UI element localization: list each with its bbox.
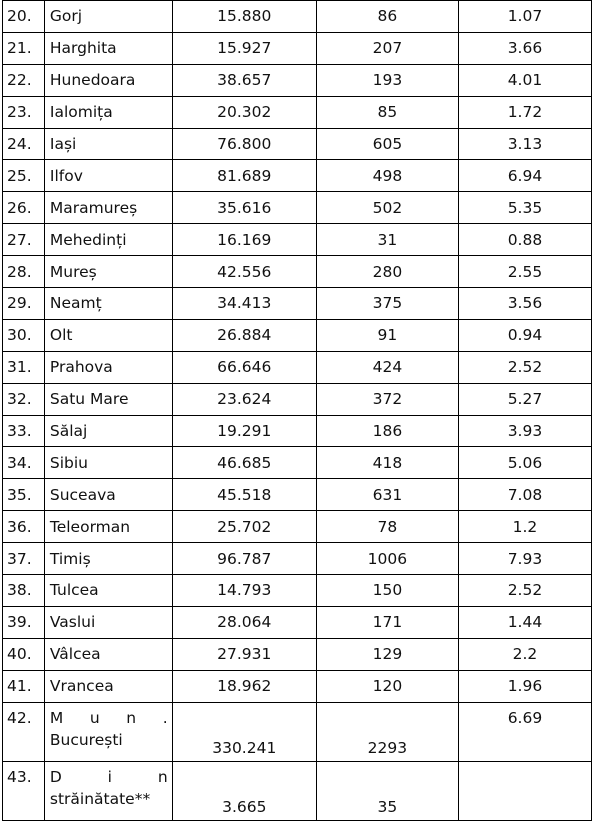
- value-column-2: 372: [316, 383, 458, 415]
- county-name: Sălaj: [44, 415, 172, 447]
- value-column-2: 631: [316, 479, 458, 511]
- table-row: [3, 511, 592, 543]
- row-number: 38.: [3, 575, 45, 607]
- value-column-3: 1.44: [458, 606, 591, 638]
- county-name: Tulcea: [44, 575, 172, 607]
- value-column-1: 23.624: [172, 383, 316, 415]
- table-row: [3, 1, 592, 33]
- value-column-2: 1006: [316, 543, 458, 575]
- value-column-1: 46.685: [172, 447, 316, 479]
- row-number: 36.: [3, 511, 45, 543]
- table-row-bucuresti: [3, 702, 592, 761]
- value-column-3: 3.13: [458, 128, 591, 160]
- row-number: 23.: [3, 96, 45, 128]
- value-column-3: 5.27: [458, 383, 591, 415]
- value-column-1: 20.302: [172, 96, 316, 128]
- table-row: [3, 288, 592, 320]
- county-name: [44, 702, 172, 761]
- row-number: 34.: [3, 447, 45, 479]
- value-column-3: 0.88: [458, 224, 591, 256]
- value-column-1: 34.413: [172, 288, 316, 320]
- table-row-abroad: [3, 761, 592, 820]
- value-column-3: 2.2: [458, 638, 591, 670]
- table-row: [3, 224, 592, 256]
- value-column-3: [458, 761, 591, 820]
- value-column-1: 45.518: [172, 479, 316, 511]
- value-column-1: 25.702: [172, 511, 316, 543]
- county-name: Mehedinți: [44, 224, 172, 256]
- table-row: [3, 479, 592, 511]
- county-name: Ialomița: [44, 96, 172, 128]
- county-name: Harghita: [44, 32, 172, 64]
- county-name: Neamț: [44, 288, 172, 320]
- value-column-1: 26.884: [172, 319, 316, 351]
- name-line-1: M u n .: [49, 708, 168, 727]
- value-column-2: 78: [316, 511, 458, 543]
- value-column-2: 502: [316, 192, 458, 224]
- value-column-3: 0.94: [458, 319, 591, 351]
- row-number: 24.: [3, 128, 45, 160]
- value-column-2: 498: [316, 160, 458, 192]
- value-column-1: 81.689: [172, 160, 316, 192]
- row-number: 25.: [3, 160, 45, 192]
- table-row: [3, 543, 592, 575]
- name-line-1: D i n: [49, 767, 168, 786]
- row-number: 42.: [3, 702, 45, 761]
- value-column-2: 2293: [316, 702, 458, 761]
- value-column-1: 35.616: [172, 192, 316, 224]
- value-column-1: 18.962: [172, 670, 316, 702]
- table-row: [3, 670, 592, 702]
- county-name: [44, 761, 172, 820]
- value-column-2: 418: [316, 447, 458, 479]
- value-column-1: 16.169: [172, 224, 316, 256]
- value-column-2: 86: [316, 1, 458, 33]
- value-column-1: 66.646: [172, 351, 316, 383]
- value-column-2: 150: [316, 575, 458, 607]
- row-number: 32.: [3, 383, 45, 415]
- table-row: [3, 256, 592, 288]
- value-column-3: 1.2: [458, 511, 591, 543]
- row-number: 39.: [3, 606, 45, 638]
- row-number: 28.: [3, 256, 45, 288]
- value-column-3: 5.06: [458, 447, 591, 479]
- row-number: 29.: [3, 288, 45, 320]
- row-number: 21.: [3, 32, 45, 64]
- county-name: Ilfov: [44, 160, 172, 192]
- row-number: 33.: [3, 415, 45, 447]
- row-number: 31.: [3, 351, 45, 383]
- value-column-3: 2.52: [458, 575, 591, 607]
- table-row: [3, 32, 592, 64]
- value-column-1: 3.665: [172, 761, 316, 820]
- value-column-3: 3.56: [458, 288, 591, 320]
- value-column-2: 35: [316, 761, 458, 820]
- table-row: [3, 64, 592, 96]
- county-name: Hunedoara: [44, 64, 172, 96]
- value-column-1: 15.880: [172, 1, 316, 33]
- county-name: Vaslui: [44, 606, 172, 638]
- county-name: Gorj: [44, 1, 172, 33]
- row-number: 20.: [3, 1, 45, 33]
- county-name: Satu Mare: [44, 383, 172, 415]
- value-column-2: 280: [316, 256, 458, 288]
- value-column-1: 14.793: [172, 575, 316, 607]
- value-column-3: 1.96: [458, 670, 591, 702]
- county-name: Teleorman: [44, 511, 172, 543]
- value-column-3: 5.35: [458, 192, 591, 224]
- table-row: [3, 606, 592, 638]
- value-column-3: 1.72: [458, 96, 591, 128]
- row-number: 30.: [3, 319, 45, 351]
- county-statistics-table: [2, 0, 592, 821]
- row-number: 40.: [3, 638, 45, 670]
- value-column-1: 330.241: [172, 702, 316, 761]
- table-row: [3, 96, 592, 128]
- county-name: Vâlcea: [44, 638, 172, 670]
- value-column-2: 424: [316, 351, 458, 383]
- row-number: 37.: [3, 543, 45, 575]
- value-column-2: 129: [316, 638, 458, 670]
- value-column-2: 120: [316, 670, 458, 702]
- value-column-1: 38.657: [172, 64, 316, 96]
- value-column-2: 193: [316, 64, 458, 96]
- table-row: [3, 128, 592, 160]
- table-row: [3, 160, 592, 192]
- row-number: 26.: [3, 192, 45, 224]
- value-column-1: 19.291: [172, 415, 316, 447]
- value-column-2: 31: [316, 224, 458, 256]
- name-line-2: București: [49, 730, 123, 749]
- value-column-3: 3.93: [458, 415, 591, 447]
- county-name: Vrancea: [44, 670, 172, 702]
- county-name: Prahova: [44, 351, 172, 383]
- table-row: [3, 575, 592, 607]
- county-name: Mureș: [44, 256, 172, 288]
- table-row: [3, 415, 592, 447]
- value-column-2: 186: [316, 415, 458, 447]
- value-column-2: 85: [316, 96, 458, 128]
- row-number: 41.: [3, 670, 45, 702]
- value-column-2: 375: [316, 288, 458, 320]
- county-name: Timiș: [44, 543, 172, 575]
- value-column-3: 2.52: [458, 351, 591, 383]
- value-column-3: 3.66: [458, 32, 591, 64]
- table-row: [3, 383, 592, 415]
- value-column-2: 207: [316, 32, 458, 64]
- value-column-3: 1.07: [458, 1, 591, 33]
- row-number: 43.: [3, 761, 45, 820]
- table-row: [3, 447, 592, 479]
- value-column-3: 7.93: [458, 543, 591, 575]
- value-column-2: 171: [316, 606, 458, 638]
- table-body: [3, 1, 592, 821]
- county-name: Sibiu: [44, 447, 172, 479]
- value-column-2: 605: [316, 128, 458, 160]
- name-line-2: străinătate**: [49, 789, 151, 808]
- table-row: [3, 192, 592, 224]
- value-column-1: 15.927: [172, 32, 316, 64]
- row-number: 27.: [3, 224, 45, 256]
- value-column-3: 4.01: [458, 64, 591, 96]
- value-column-3: 6.69: [458, 702, 591, 761]
- row-number: 22.: [3, 64, 45, 96]
- value-column-3: 6.94: [458, 160, 591, 192]
- value-column-2: 91: [316, 319, 458, 351]
- table-row: [3, 351, 592, 383]
- county-name: Suceava: [44, 479, 172, 511]
- value-column-3: 7.08: [458, 479, 591, 511]
- county-name: Olt: [44, 319, 172, 351]
- value-column-1: 76.800: [172, 128, 316, 160]
- row-number: 35.: [3, 479, 45, 511]
- value-column-3: 2.55: [458, 256, 591, 288]
- value-column-1: 42.556: [172, 256, 316, 288]
- table-row: [3, 319, 592, 351]
- value-column-1: 27.931: [172, 638, 316, 670]
- value-column-1: 96.787: [172, 543, 316, 575]
- county-name: Iași: [44, 128, 172, 160]
- table-row: [3, 638, 592, 670]
- value-column-1: 28.064: [172, 606, 316, 638]
- county-name: Maramureș: [44, 192, 172, 224]
